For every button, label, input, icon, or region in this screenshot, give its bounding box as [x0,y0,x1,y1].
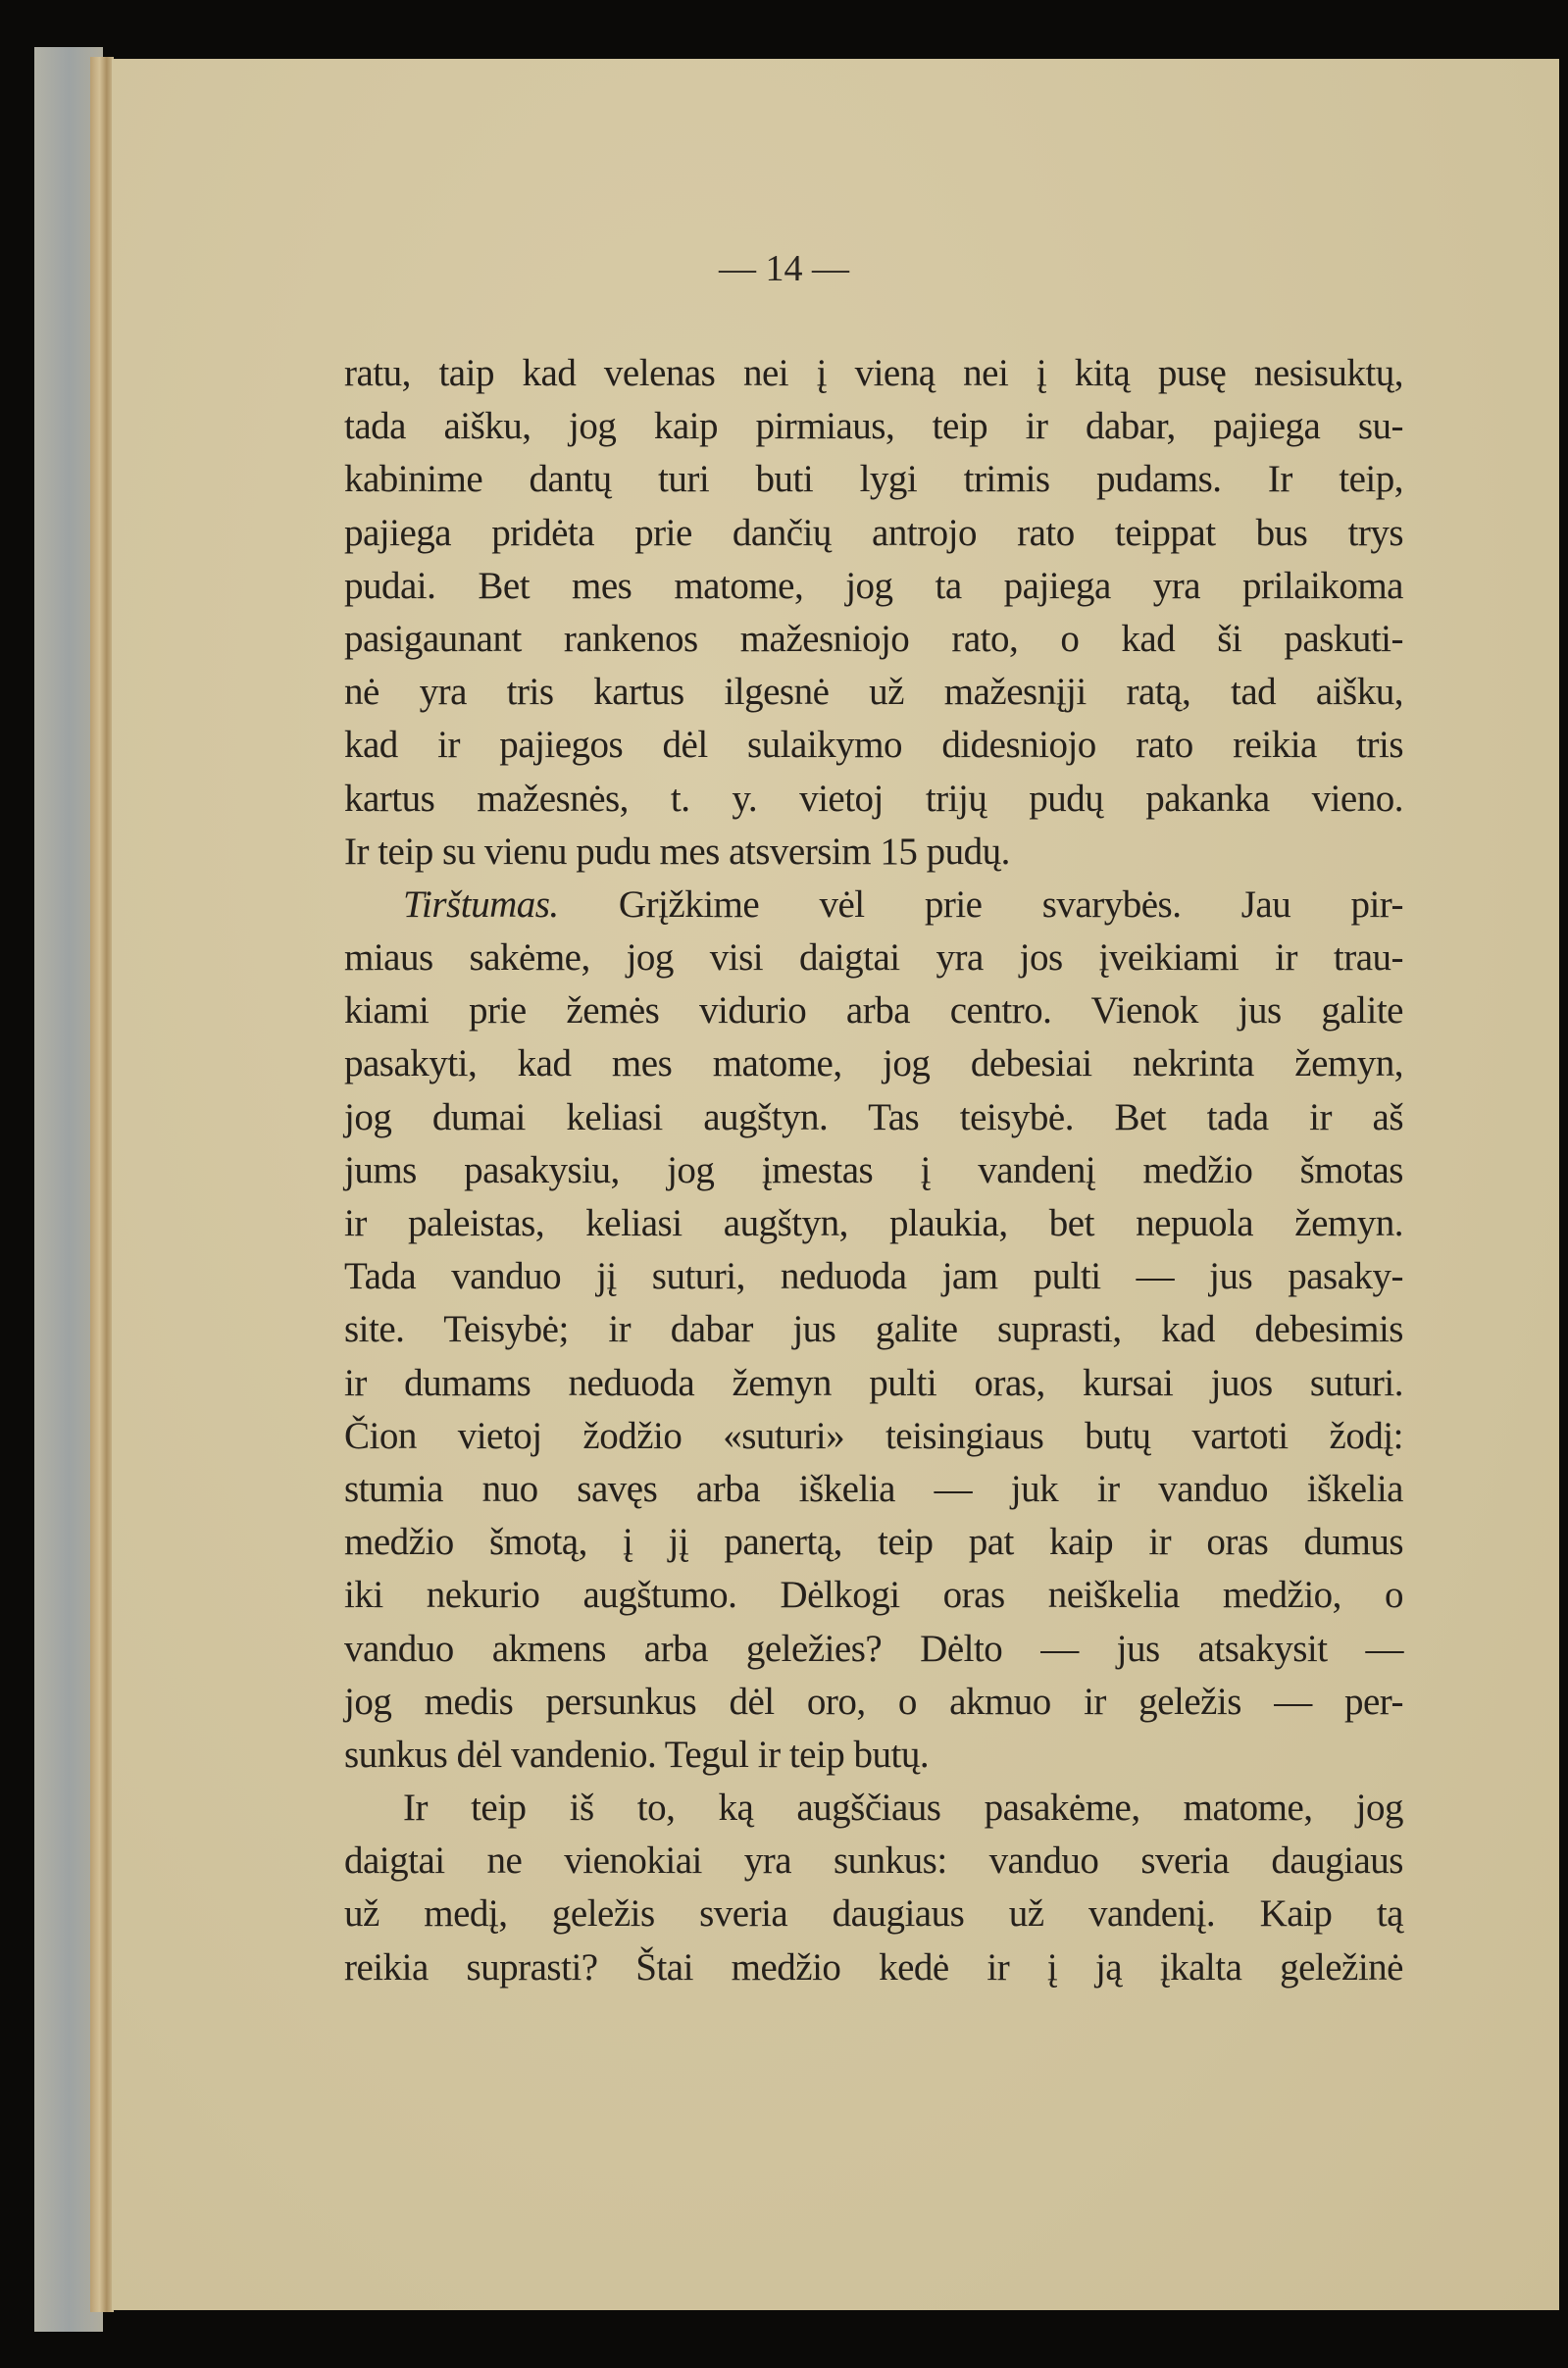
line-text: Ir teip iš to, ką augščiaus pasakėme, matome, jog [403,1787,1403,1830]
page-number: — 14 — [719,248,849,289]
text-line [344,1037,1403,1090]
line-text: Čion vietoj žodžio «suturi» teisingiaus butų vartoti žodį: [344,1414,1403,1457]
text-line [344,1463,1403,1516]
line-text: už medį, geležis sveria daugiaus už vandenį. Kaip tą [344,1892,1403,1936]
text-line [344,1144,1403,1197]
line-text: kiami prie žemės vidurio arba centro. Vienok jus galite [344,989,1403,1033]
line-text: ir dumams neduoda žemyn pulti oras, kursai juos suturi. [344,1361,1403,1404]
line-text: kartus mažesnės, t. y. vietoj trijų pudų pakanka vieno. [344,777,1403,820]
line-text: nė yra tris kartus ilgesnė už mažesnįji ratą, tad aišku, [344,671,1403,714]
line-text: daigtai ne vienokiai yra sunkus: vanduo sveria daugiaus [344,1839,1403,1883]
line-text: kad ir pajiegos dėl sulaikymo didesniojo rato reikia tris [344,724,1403,767]
text-line [344,1782,1403,1835]
text-line [344,1835,1403,1888]
line-text: vanduo akmens arba geležies? Dėlto — jus atsakysit — [344,1627,1403,1670]
text-line [344,984,1403,1037]
text-line [344,560,1403,613]
text-line [344,1729,1403,1782]
line-text: kabinime dantų turi buti lygi trimis pudams. Ir teip, [344,458,1403,501]
text-line [344,507,1403,560]
text-line [344,1623,1403,1676]
text-line [344,1250,1403,1303]
line-text: iki nekurio augštumo. Dėlkogi oras neiškelia medžio, o [344,1574,1403,1617]
text-line [344,1569,1403,1622]
line-text: miaus sakėme, jog visi daigtai yra jos įveikiami ir trau- [344,936,1403,980]
text-line [344,1091,1403,1144]
text-line [344,613,1403,666]
line-text: Grįžkime vėl prie svarybės. Jau pir- [558,882,1403,926]
line-text: ratu, taip kad velenas nei į vieną nei į kitą pusę nesisuktų, [344,352,1403,394]
line-text: Tada vanduo jį suturi, neduoda jam pulti — jus pasaky- [344,1255,1403,1298]
text-line [344,1941,1403,1994]
body-text [344,347,1403,1994]
line-text: sunkus dėl vandenio. Tegul ir teip butų. [344,1733,930,1776]
text-line [344,1303,1403,1356]
line-text: pasakyti, kad mes matome, jog debesiai nekrinta žemyn, [344,1042,1403,1085]
line-text: pajiega pridėta prie dančių antrojo rato teippat bus trys [344,511,1403,554]
text-line [344,1676,1403,1729]
page-edges [90,57,114,2312]
line-text: medžio šmotą, į jį panertą, teip pat kaip ir oras dumus [344,1521,1403,1564]
text-line [344,879,1403,932]
text-line [344,826,1403,879]
text-line [344,719,1403,772]
text-line [344,932,1403,984]
text-line [344,773,1403,826]
line-text: site. Teisybė; ir dabar jus galite suprasti, kad debesimis [344,1308,1403,1351]
text-line [344,666,1403,719]
line-text: reikia suprasti? Štai medžio kedė ir į ją įkalta geležinė [344,1945,1403,1989]
text-line [344,1197,1403,1250]
line-text: pudai. Bet mes matome, jog ta pajiega yra prilaikoma [344,564,1403,607]
text-line [344,1888,1403,1940]
section-heading-italic: Tirštumas. [403,882,559,926]
text-line [344,453,1403,506]
line-text: Ir teip su vienu pudu mes atsversim 15 pudų. [344,830,1010,873]
text-line [344,347,1403,400]
text-line [344,400,1403,453]
text-line [344,1357,1403,1410]
line-text: jog dumai keliasi augštyn. Tas teisybė. Bet tada ir aš [344,1095,1403,1138]
line-text: stumia nuo savęs arba iškelia — juk ir vanduo iškelia [344,1467,1403,1510]
text-line [344,1516,1403,1569]
line-text: ir paleistas, keliasi augštyn, plaukia, bet nepuola žemyn. [344,1202,1403,1244]
text-line [344,1410,1403,1463]
line-text: jog medis persunkus dėl oro, o akmuo ir geležis — per- [344,1680,1403,1723]
line-text: pasigaunant rankenos mažesniojo rato, o kad ši paskuti- [344,617,1403,660]
line-text: jums pasakysiu, jog įmestas į vandenį medžio šmotas [344,1148,1403,1191]
line-text: tada aišku, jog kaip pirmiaus, teip ir dabar, pajiega su- [344,405,1403,448]
